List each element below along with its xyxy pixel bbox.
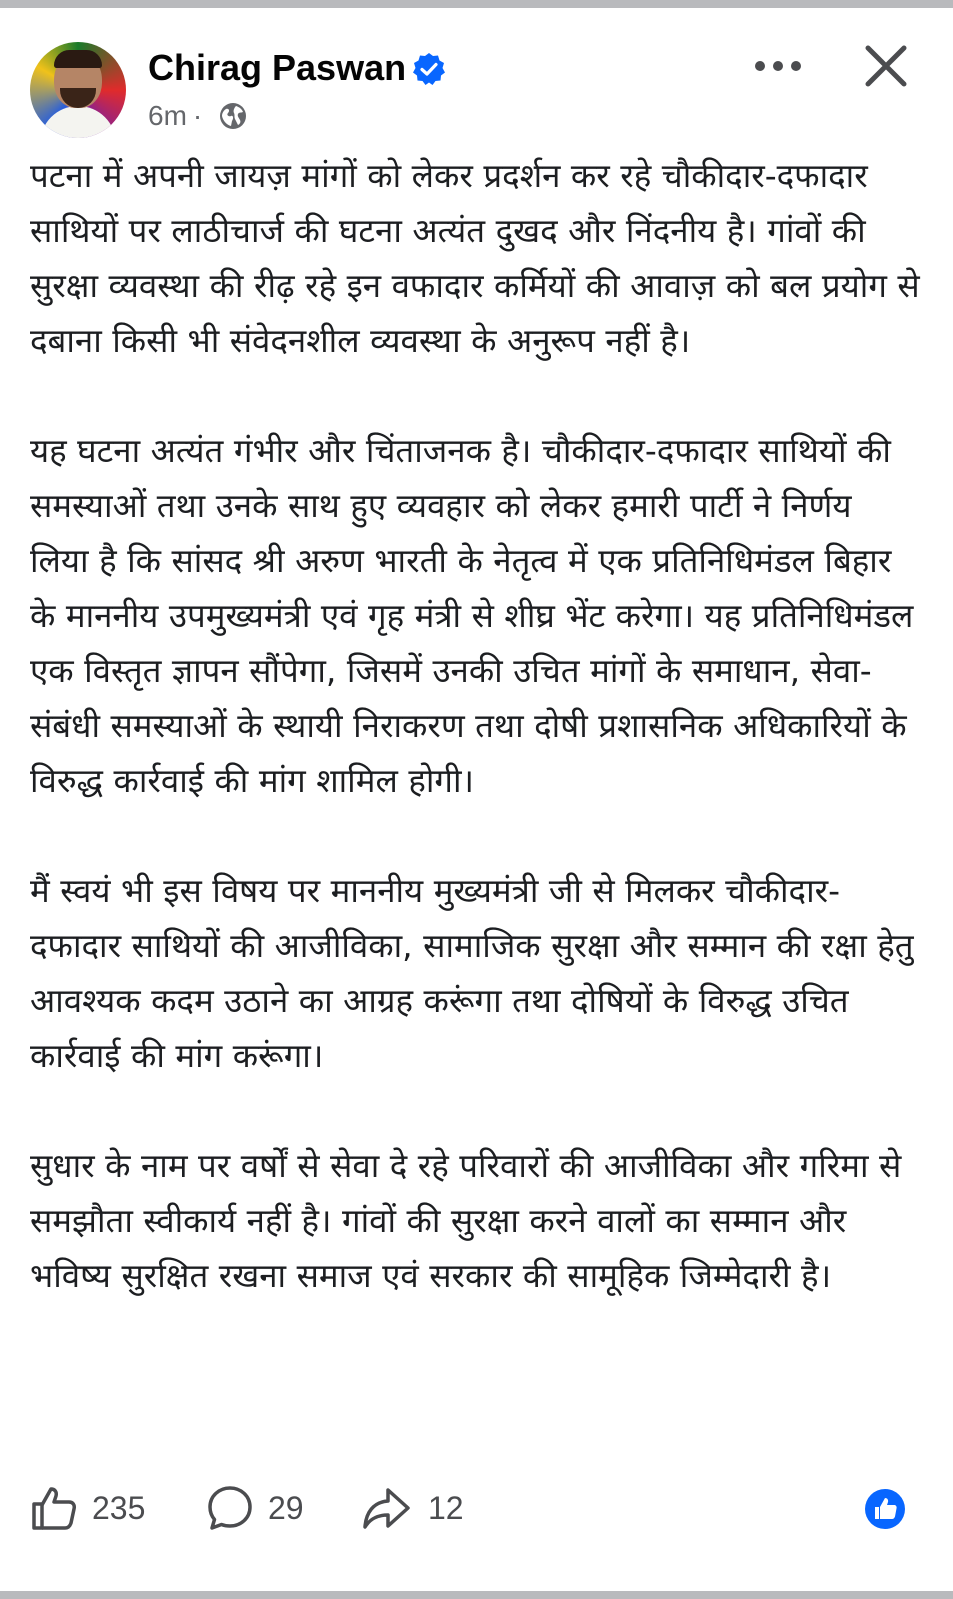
post-paragraph: पटना में अपनी जायज़ मांगों को लेकर प्रदर्शन कर रहे चौकीदार-दफादार साथियों पर लाठीचार्ज की घटना अत्यंत दुखद और निंदनीय है। गांवों की सुरक्षा व्यवस्था की रीढ़ रहे इन वफादार कर्मियों की आवाज़ को बल प्रयोग से दबाना किसी भी संवेदनशील व्यवस्था के अनुरूप नहीं है। — [30, 156, 920, 360]
share-icon[interactable] — [362, 1484, 410, 1532]
like-reaction-icon[interactable] — [864, 1488, 906, 1530]
thumbs-up-icon[interactable] — [30, 1484, 78, 1532]
post-paragraph: मैं स्वयं भी इस विषय पर माननीय मुख्यमंत्री जी से मिलकर चौकीदार-दफादार साथियों की आजीविका, सामाजिक सुरक्षा और सम्मान की रक्षा हेतु आवश्यक कदम उठाने का आग्रह करूंगा तथा दोषियों के विरुद्ध उचित कार्रवाई की मांग करूंगा। — [30, 871, 914, 1075]
avatar-shirt — [40, 106, 116, 138]
like-count[interactable]: 235 — [92, 1490, 146, 1526]
post-header — [0, 8, 953, 138]
share-count[interactable]: 12 — [428, 1490, 464, 1526]
top-frame-bar — [0, 0, 953, 8]
avatar[interactable] — [30, 42, 126, 138]
post-body — [30, 148, 920, 1303]
post-actions — [0, 1470, 953, 1550]
more-options-icon[interactable] — [752, 50, 804, 82]
globe-icon[interactable] — [218, 101, 248, 131]
author-name[interactable]: Chirag Paswan — [148, 47, 407, 88]
timestamp[interactable]: 6m — [148, 100, 187, 131]
verified-badge-icon — [412, 52, 446, 86]
comment-icon[interactable] — [206, 1484, 254, 1532]
post-meta — [148, 98, 208, 134]
bottom-frame-bar — [0, 1591, 953, 1599]
post-paragraph: सुधार के नाम पर वर्षों से सेवा दे रहे परिवारों की आजीविका और गरिमा से समझौता स्वीकार्य नहीं है। गांवों की सुरक्षा करने वालों का सम्मान और भविष्य सुरक्षित रखना समाज एवं सरकार की सामूहिक जिम्मेदारी है। — [30, 1146, 902, 1295]
post-paragraph: यह घटना अत्यंत गंभीर और चिंताजनक है। चौकीदार-दफादार साथियों की समस्याओं तथा उनके साथ हुए व्यवहार को लेकर हमारी पार्टी ने निर्णय लिया है कि सांसद श्री अरुण भारती के नेतृत्व में एक प्रतिनिधिमंडल बिहार के माननीय उपमुख्यमंत्री एवं गृह मंत्री से शीघ्र भेंट करेगा। यह प्रतिनिधिमंडल एक विस्तृत ज्ञापन सौंपेगा, जिसमें उनकी उचित मांगों के समाधान, सेवा-संबंधी समस्याओं के स्थायी निराकरण तथा दोषी प्रशासनिक अधिकारियों के विरुद्ध कार्रवाई की मांग शामिल होगी। — [30, 431, 914, 800]
close-icon[interactable] — [862, 42, 910, 90]
meta-separator: · — [192, 100, 203, 131]
comment-count[interactable]: 29 — [268, 1490, 304, 1526]
avatar-hair — [54, 50, 102, 68]
